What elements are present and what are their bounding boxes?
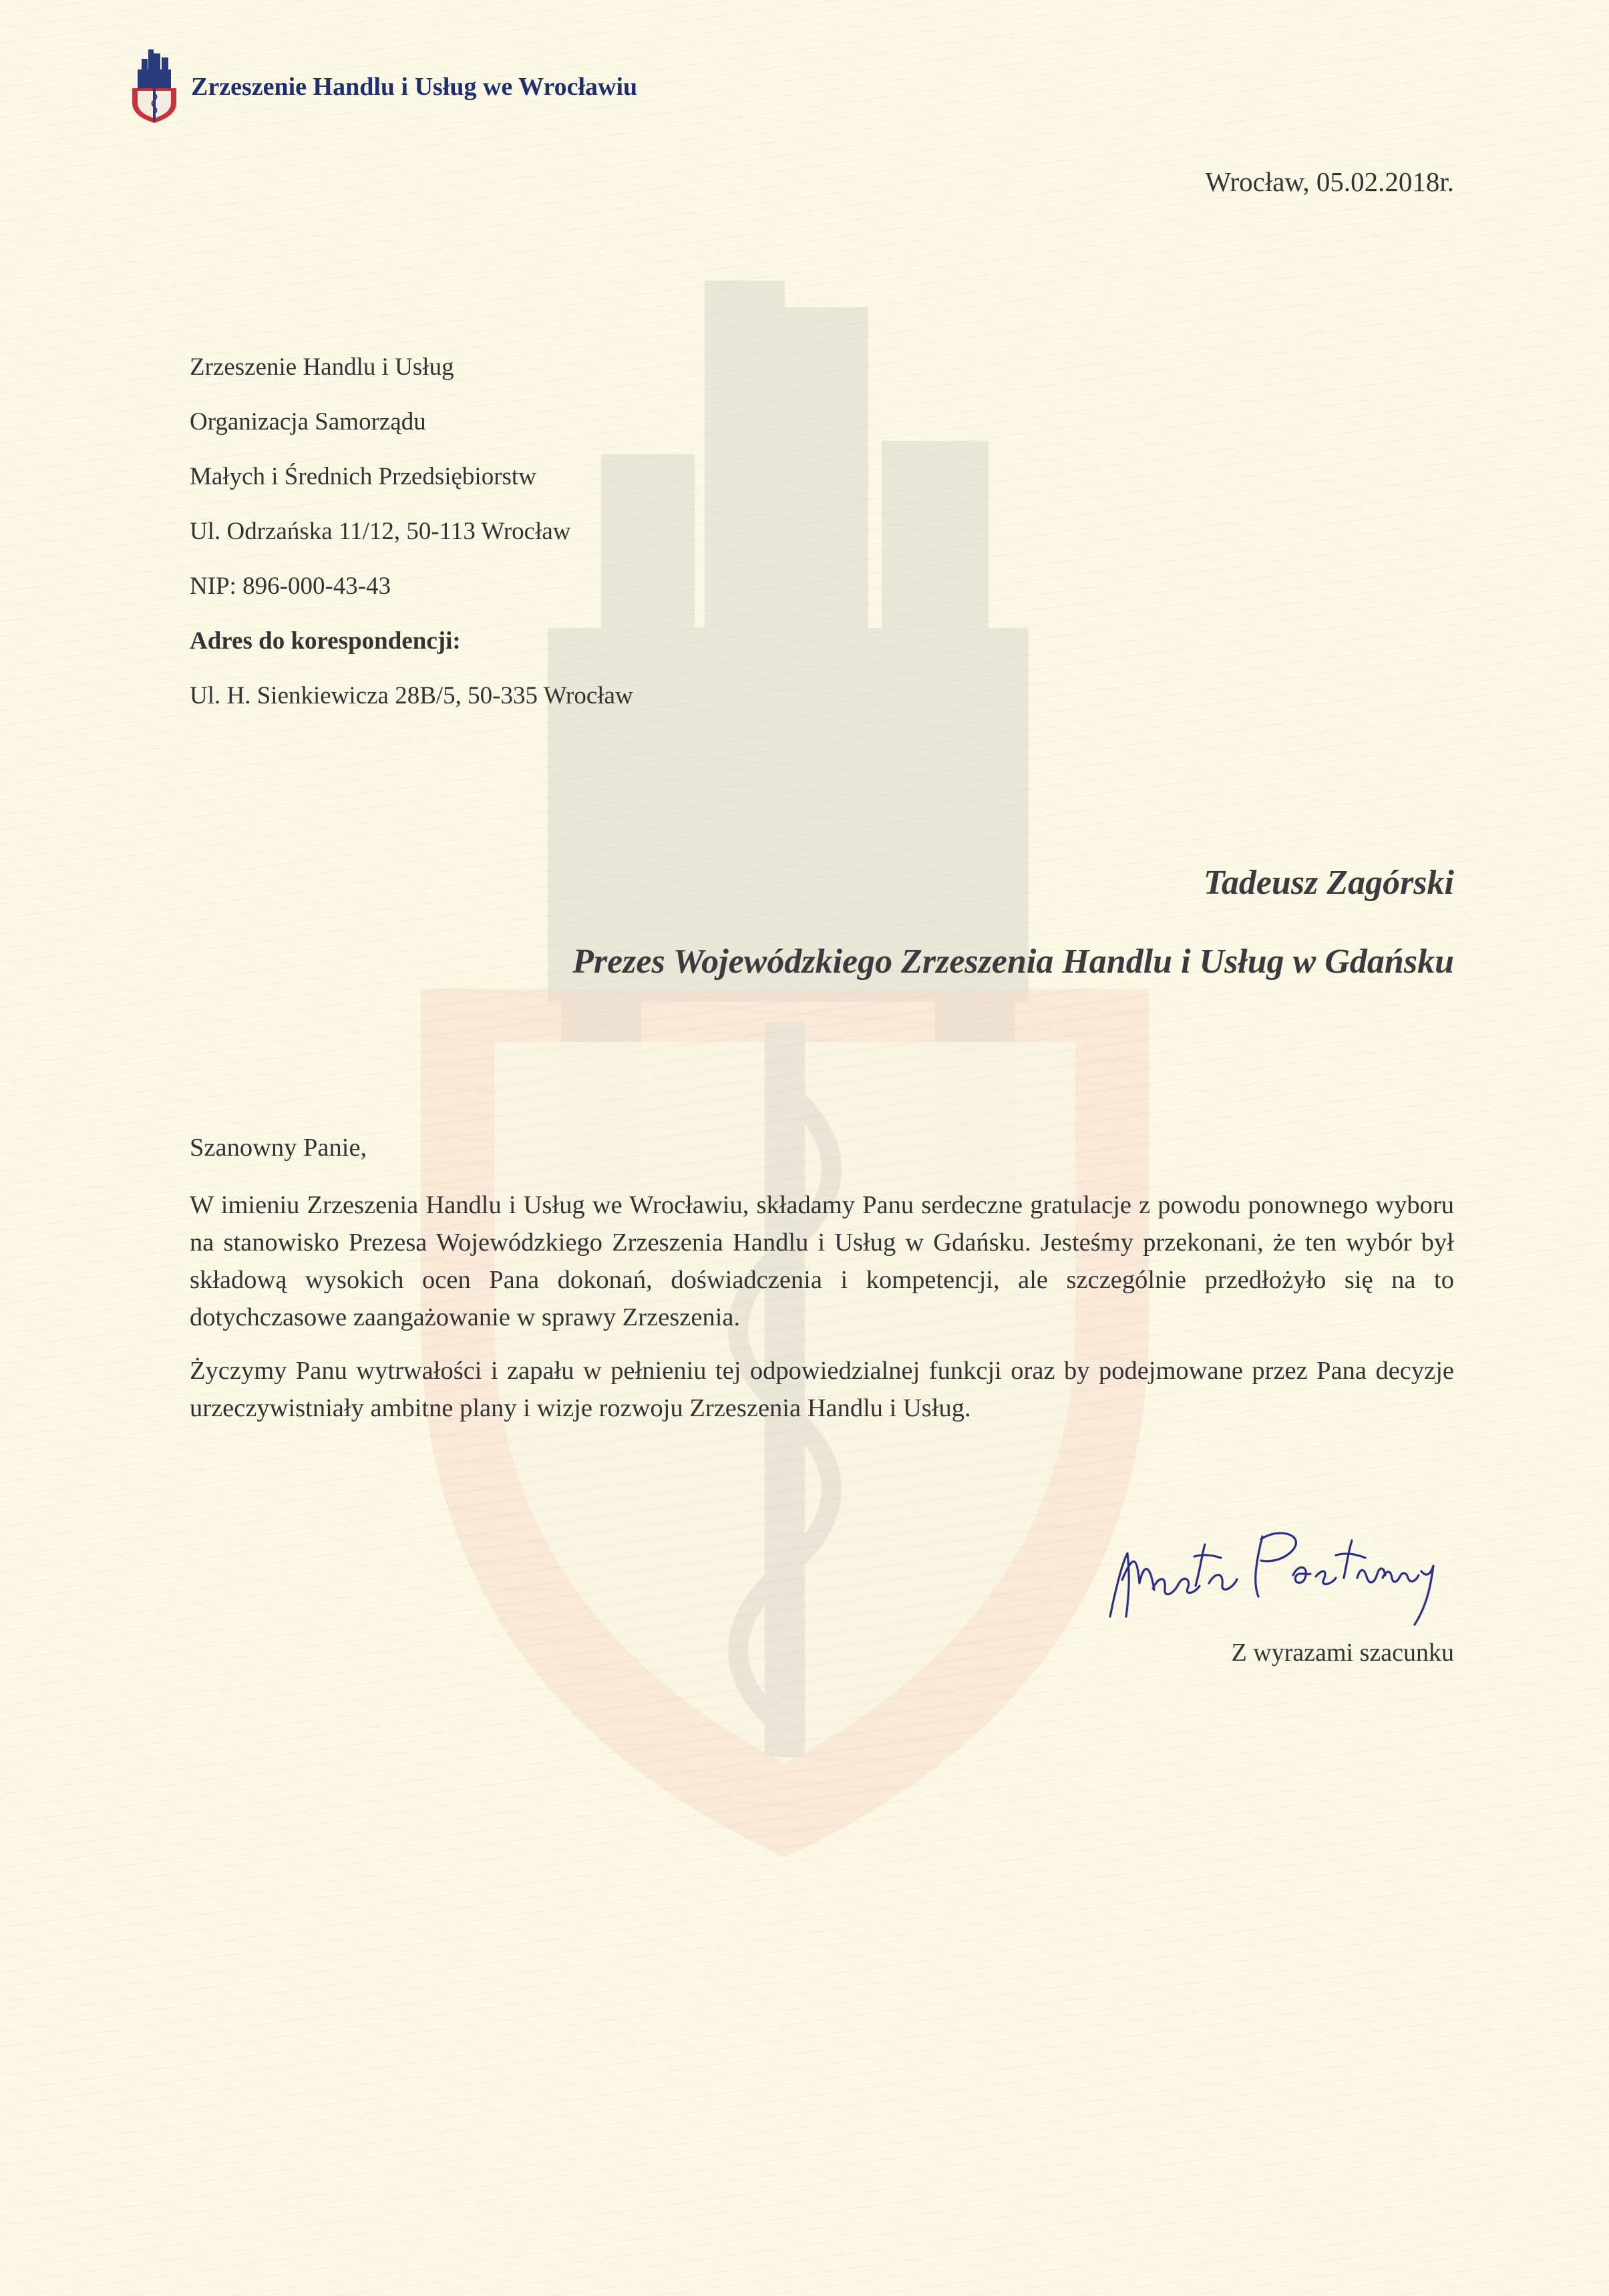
sender-line: Małych i Średnich Przedsiębiorstw — [190, 463, 536, 490]
recipient-title: Prezes Wojewódzkiego Zrzeszenia Handlu i Usług w Gdańsku — [572, 943, 1454, 981]
correspondence-label: Adres do korespondencji: — [190, 627, 461, 655]
body-paragraph: Życzymy Panu wytrwałości i zapału w pełnieniu tej odpowiedzialnej funkcji oraz by podejmowane przez Pana decyzje urzeczywistniały ambitne plany i wizje rozwoju Zrzeszenia Handlu i Usług. — [190, 1357, 1454, 1422]
handwritten-signature — [1095, 1516, 1469, 1630]
closing-phrase: Z wyrazami szacunku — [1231, 1639, 1454, 1667]
letter-date: Wrocław, 05.02.2018r. — [1205, 166, 1454, 197]
recipient-name: Tadeusz Zagórski — [1203, 864, 1454, 902]
sender-line: Zrzeszenie Handlu i Usług — [190, 353, 454, 381]
coat-of-arms-shield-icon — [131, 49, 178, 124]
sender-line: Organizacja Samorządu — [190, 408, 426, 436]
salutation: Szanowny Panie, — [190, 1134, 367, 1162]
letterhead-organization: Zrzeszenie Handlu i Usług we Wrocławiu — [191, 73, 638, 101]
body-paragraph: W imieniu Zrzeszenia Handlu i Usług we Wrocławiu, składamy Panu serdeczne gratulacje z powodu ponownego wyboru na stanowisko Prezesa Wojewódzkiego Zrzeszenia Handlu i Usług w Gdańsku. Jesteśmy przekonani, że ten wybór był składową wysokich ocen Pana dokonań, doświadczenia i kompetencji, ale szczególnie przedłożyło się na to dotychczasowe zaangażowanie w sprawy Zrzeszenia. — [190, 1191, 1454, 1331]
sender-address-block — [190, 347, 633, 731]
recipient-block — [572, 856, 1454, 989]
letterhead — [131, 49, 637, 124]
sender-line: Ul. Odrzańska 11/12, 50-113 Wrocław — [190, 518, 571, 545]
correspondence-address: Ul. H. Sienkiewicza 28B/5, 50-335 Wrocław — [190, 682, 633, 709]
letter-body — [190, 1129, 1454, 1443]
sender-nip: NIP: 896-000-43-43 — [190, 572, 391, 600]
